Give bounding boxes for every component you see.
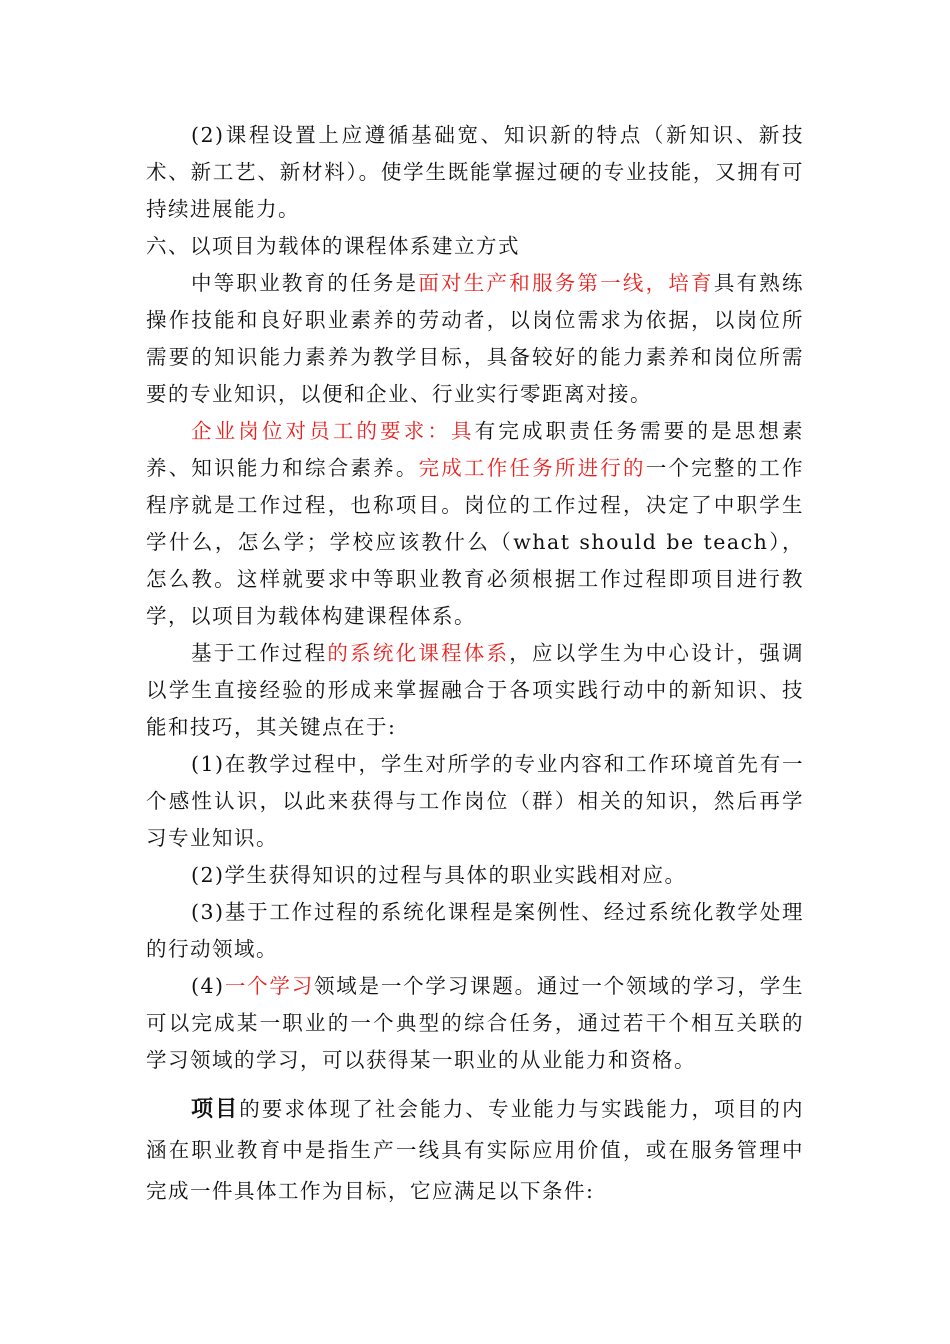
paragraph-course-design (146, 117, 804, 228)
bold-term: 项目 (191, 1096, 240, 1122)
list-item-3: (3)基于工作过程的系统化课程是案例性、经过系统化教学处理的行动领域。 (146, 900, 804, 961)
list-item-2: (2)学生获得知识的过程与具体的职业实践相对应。 (191, 863, 687, 887)
highlight-text: 企业岗位对员工的要求：具 (191, 419, 475, 443)
paragraph-job-requirements (146, 413, 804, 635)
paragraph-text: 基于工作过程 (191, 641, 328, 665)
paragraph-text: (4) (191, 974, 225, 998)
paragraph-text: ，应以学生为中心设计，强调以学生直接经验的形成来掌握融合于各项实践行动中的新知识、技能和技巧，其关键点在于: (146, 641, 805, 739)
list-item-1: (1)在教学过程中，学生对所学的专业内容和工作环境首先有一个感性认识，以此来获得与工作岗位（群）相关的知识，然后再学习专业知识。 (146, 752, 804, 850)
paragraph-text: 一个完整的工作程序就是工作过程，也称项目。岗位的工作过程，决定了中职学生学什么，怎么学；学校应该教什么（what should be teach），怎么教。这样就要求中等职业教育必须根据工作过程即项目进行教学，以项目为载体构建课程体系。 (146, 456, 805, 628)
paragraph-text: (2)课程设置上应遵循基础宽、知识新的特点（新知识、新技术、新工艺、新材料）。使学生既能掌握过硬的专业技能，又拥有可持续进展能力。 (146, 123, 804, 221)
spacer (146, 1079, 804, 1089)
highlight-text: 的系统化课程体系 (327, 641, 510, 665)
paragraph-text: 的要求体现了社会能力、专业能力与实践能力，项目的内涵在职业教育中是指生产一线具有实际应用价值，或在服务管理中完成一件具体工作为目标，它应满足以下条件: (146, 1097, 804, 1203)
paragraph-vocational-task (146, 265, 804, 413)
paragraph-text: 具有熟练操作技能和良好职业素养的劳动者，以岗位需求为依据，以岗位所需要的知识能力素养为教学目标，具备较好的能力素养和岗位所需要的专业知识，以便和企业、行业实行零距离对接。 (146, 271, 805, 406)
highlight-text: 一个学习 (224, 974, 314, 998)
highlight-text: 完成工作任务所进行的 (418, 456, 646, 480)
paragraph-text: 有完成职责任务需要的是思想素养、知识能力和综合素养。 (146, 419, 805, 480)
section-heading-6: 六、以项目为载体的课程体系建立方式 (146, 234, 520, 258)
paragraph-text: 领域是一个学习课题。通过一个领域的学习，学生可以完成某一职业的一个典型的综合任务，通过若干个相互关联的学习领域的学习，可以获得某一职业的从业能力和资格。 (146, 974, 805, 1072)
list-item-4 (146, 968, 804, 1079)
paragraph-systematic-curriculum (146, 635, 804, 746)
highlight-text: 面对生产和服务第一线，培育 (418, 271, 714, 295)
paragraph-project-requirements (146, 1089, 804, 1212)
paragraph-text: 中等职业教育的任务是 (191, 271, 419, 295)
